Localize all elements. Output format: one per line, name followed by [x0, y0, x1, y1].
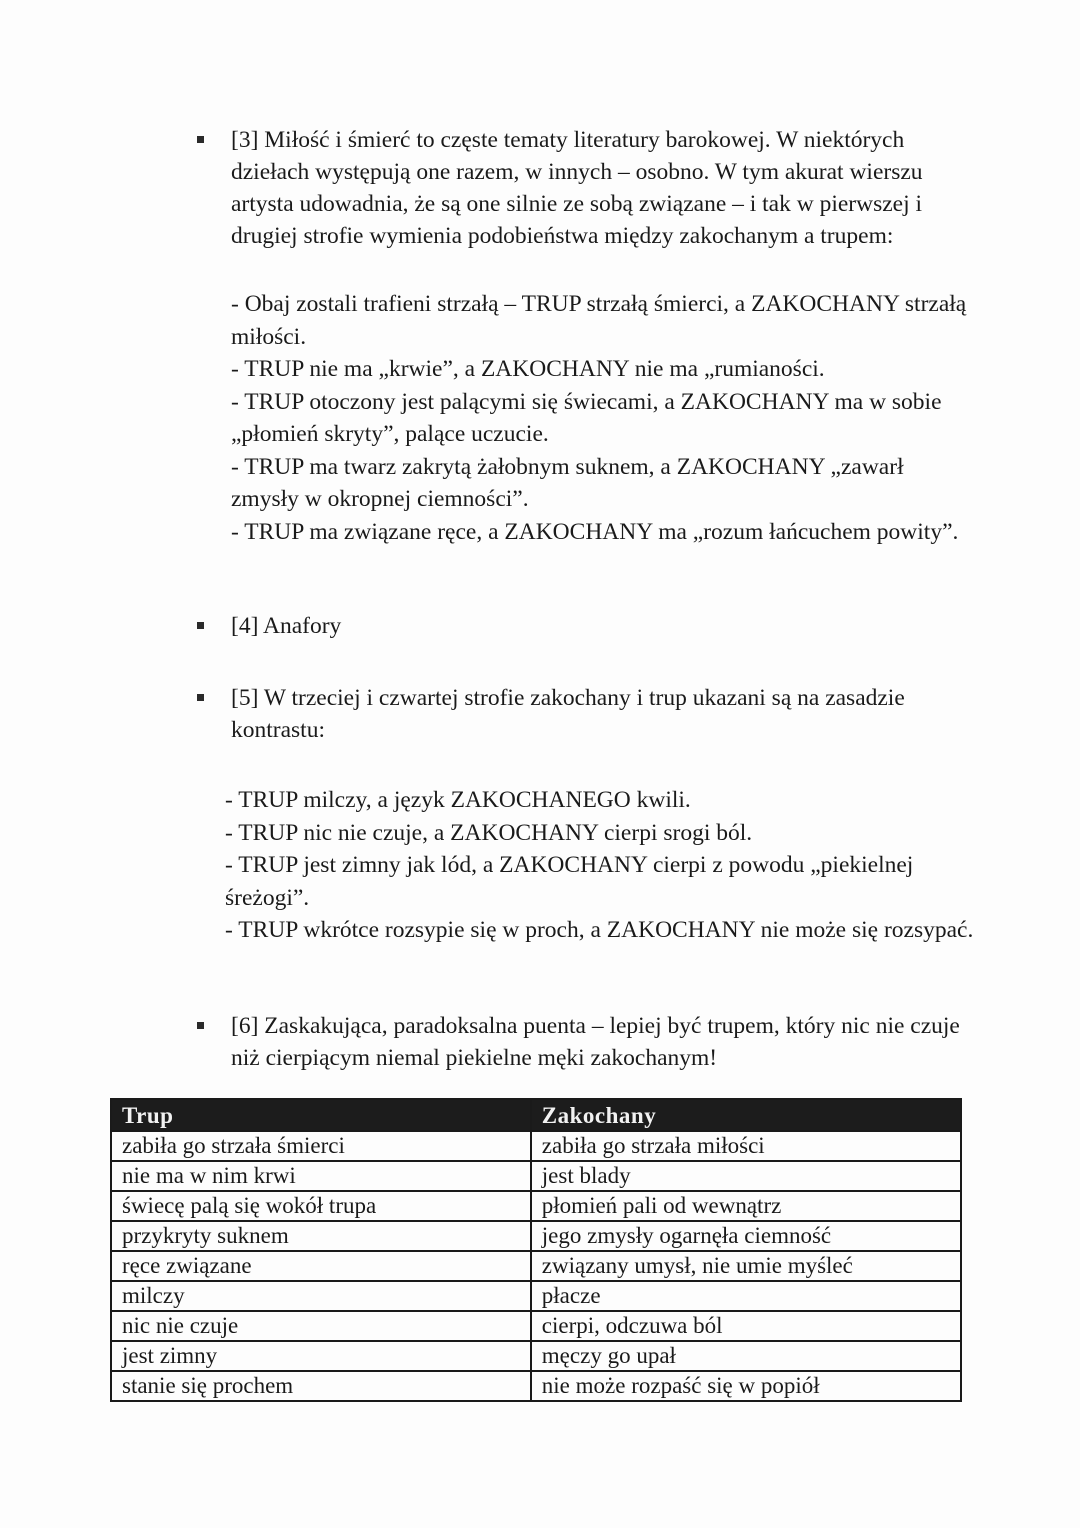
- table-row: [111, 1191, 961, 1221]
- contrasts-list: [195, 784, 975, 947]
- bullet-square-icon: [197, 136, 204, 143]
- bullet-section-3: [195, 124, 975, 548]
- table-cell: zabiła go strzała miłości: [531, 1131, 961, 1161]
- table-cell: jego zmysły ogarnęła ciemność: [531, 1221, 961, 1251]
- table-cell: związany umysł, nie umie myśleć: [531, 1251, 961, 1281]
- list-item: - TRUP otoczony jest palącymi się świecami, a ZAKOCHANY ma w sobie „płomień skryty”, palące uczucie.: [231, 388, 942, 447]
- list-item: - TRUP milczy, a język ZAKOCHANEGO kwili.: [225, 787, 691, 813]
- bullet-paragraph: [195, 610, 975, 642]
- table-cell: ręce związane: [111, 1251, 531, 1281]
- table-row: [111, 1311, 961, 1341]
- bullet-section-5: [195, 682, 975, 947]
- table-cell: świecę palą się wokół trupa: [111, 1191, 531, 1221]
- list-item: - TRUP jest zimny jak lód, a ZAKOCHANY cierpi z powodu „piekielnej śreżogi”.: [225, 852, 914, 911]
- table-cell: jest blady: [531, 1161, 961, 1191]
- comparison-table: [110, 1098, 962, 1402]
- bullet-section-4: [195, 610, 975, 642]
- list-item: - TRUP ma związane ręce, a ZAKOCHANY ma „rozum łańcuchem powity”.: [231, 518, 959, 545]
- table-cell: przykryty suknem: [111, 1221, 531, 1251]
- table-row: [111, 1131, 961, 1161]
- table-header-cell: Trup: [111, 1099, 531, 1131]
- bullet-text: [3] Miłość i śmierć to częste tematy literatury barokowej. W niektórych dziełach występują one razem, w innych – osobno. W tym akurat wierszu artysta udowadnia, że są one silnie ze sobą związane – i tak w pierwszej i drugiej strofie wymienia podobieństwa między zakochanym a trupem:: [231, 127, 923, 249]
- table-header-cell: Zakochany: [531, 1099, 961, 1131]
- table-header-row: [111, 1099, 961, 1131]
- bullet-paragraph: [195, 1010, 975, 1074]
- bullet-text: [5] W trzeciej i czwartej strofie zakochany i trup ukazani są na zasadzie kontrastu:: [231, 685, 905, 743]
- bullet-paragraph: [195, 682, 975, 746]
- table-cell: płomień pali od wewnątrz: [531, 1191, 961, 1221]
- table-cell: nie ma w nim krwi: [111, 1161, 531, 1191]
- list-item: - TRUP ma twarz zakrytą żałobnym suknem, a ZAKOCHANY „zawarł zmysły w okropnej ciemności”.: [231, 453, 904, 512]
- bullet-section-6: [195, 1010, 975, 1074]
- bullet-square-icon: [197, 694, 204, 701]
- table-cell: nie może rozpaść się w popiół: [531, 1371, 961, 1401]
- table-cell: płacze: [531, 1281, 961, 1311]
- table-cell: nic nie czuje: [111, 1311, 531, 1341]
- bullet-text: [4] Anafory: [231, 613, 342, 639]
- table-row: [111, 1281, 961, 1311]
- table-cell: milczy: [111, 1281, 531, 1311]
- table-cell: stanie się prochem: [111, 1371, 531, 1401]
- bullet-paragraph: [195, 124, 975, 252]
- list-item: - TRUP nie ma „krwie”, a ZAKOCHANY nie ma „rumianości.: [231, 356, 825, 382]
- bullet-text: [6] Zaskakująca, paradoksalna puenta – lepiej być trupem, który nic nie czuje niż cierpiącym niemal piekielne męki zakochanym!: [231, 1013, 960, 1071]
- table-row: [111, 1221, 961, 1251]
- table-cell: zabiła go strzała śmierci: [111, 1131, 531, 1161]
- bullet-square-icon: [197, 1022, 204, 1029]
- list-item: - Obaj zostali trafieni strzałą – TRUP strzałą śmierci, a ZAKOCHANY strzałą miłości.: [231, 291, 967, 350]
- similarities-list: [195, 288, 975, 548]
- table-row: [111, 1161, 961, 1191]
- table-row: [111, 1371, 961, 1401]
- table-cell: męczy go upał: [531, 1341, 961, 1371]
- table-row: [111, 1341, 961, 1371]
- list-item: - TRUP wkrótce rozsypie się w proch, a ZAKOCHANY nie może się rozsypać.: [225, 917, 974, 943]
- table-cell: jest zimny: [111, 1341, 531, 1371]
- table-row: [111, 1251, 961, 1281]
- bullet-square-icon: [197, 622, 204, 629]
- table-cell: cierpi, odczuwa ból: [531, 1311, 961, 1341]
- list-item: - TRUP nic nie czuje, a ZAKOCHANY cierpi srogi ból.: [225, 819, 753, 846]
